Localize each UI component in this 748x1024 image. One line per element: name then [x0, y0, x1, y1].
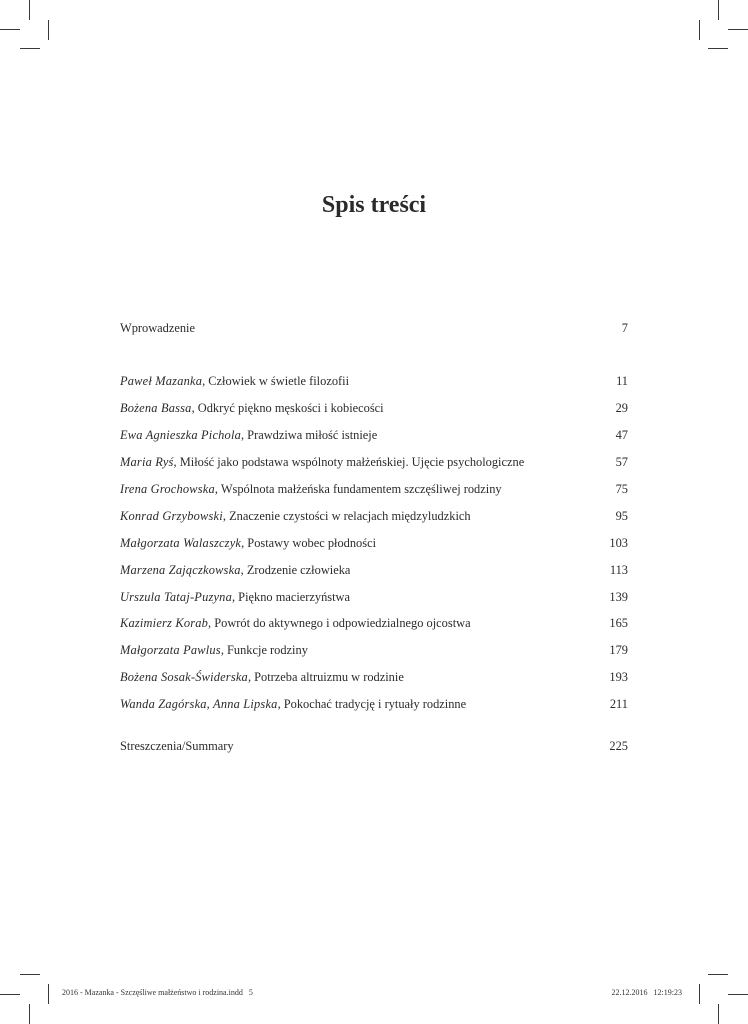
toc-entry-author: Małgorzata Walaszczyk	[120, 536, 242, 550]
toc-entry-page: 179	[609, 643, 628, 657]
toc-entry	[120, 508, 628, 524]
print-slug-filename: 2016 - Mazanka - Szczęśliwe małżeństwo i rodzina.indd 5	[62, 988, 253, 997]
toc-entry-page: 29	[615, 401, 628, 415]
toc-entry	[120, 615, 628, 631]
toc-entry	[120, 642, 628, 658]
toc-entry-title: Wanda Zagórska, Anna Lipska, Pokochać tradycję i rytuały rodzinne	[120, 697, 467, 711]
toc-entry-page: 95	[615, 509, 628, 523]
crop-mark	[20, 974, 40, 975]
crop-mark	[699, 984, 700, 1004]
toc-entry-page: 47	[615, 428, 628, 442]
toc-entry-page: 139	[609, 590, 628, 604]
crop-mark	[728, 994, 748, 995]
crop-mark	[718, 0, 719, 20]
toc-entry-author: Irena Grochowska	[120, 482, 215, 496]
crop-mark	[29, 1004, 30, 1024]
toc-entry-page: 7	[621, 321, 628, 335]
toc-entry-author: Wanda Zagórska, Anna Lipska	[120, 697, 278, 711]
crop-mark	[48, 984, 49, 1004]
toc-entry-page: 113	[609, 563, 628, 577]
toc-entry	[120, 427, 628, 443]
toc-entry-page: 211	[609, 697, 628, 711]
toc-entry-page: 165	[609, 616, 628, 630]
toc-entry-author: Bożena Bassa	[120, 401, 192, 415]
page-title: Spis treści	[321, 192, 427, 218]
toc-entry	[120, 696, 628, 712]
toc-entry-title: Urszula Tataj-Puzyna, Piękno macierzyństwa	[120, 590, 351, 604]
toc-entry-page: 57	[615, 455, 628, 469]
toc-entry	[120, 669, 628, 685]
toc-entry-author: Kazimierz Korab	[120, 616, 209, 630]
toc-entry-author: Konrad Grzybowski	[120, 509, 223, 523]
toc-entry-author: Małgorzata Pawlus	[120, 643, 221, 657]
crop-mark	[0, 29, 20, 30]
toc-entry-title: Wprowadzenie	[120, 321, 195, 335]
crop-mark	[48, 20, 49, 40]
crop-mark	[29, 0, 30, 20]
toc-entry-author: Paweł Mazanka	[120, 374, 203, 388]
toc-entry-title: Bożena Sosak-Świderska, Potrzeba altruizmu w rodzinie	[120, 670, 404, 684]
toc-entry-title: Konrad Grzybowski, Znaczenie czystości w relacjach międzyludzkich	[120, 509, 471, 523]
toc-entry-title: Bożena Bassa, Odkryć piękno męskości i kobiecości	[120, 401, 384, 415]
toc-entry-page: 75	[615, 482, 628, 496]
crop-mark	[699, 20, 700, 40]
crop-mark	[728, 29, 748, 30]
toc-entry	[120, 373, 628, 389]
toc-entry	[120, 535, 628, 551]
toc-entry	[120, 320, 628, 336]
toc-entry	[120, 738, 628, 754]
toc-entry	[120, 454, 628, 470]
crop-mark	[708, 48, 728, 49]
toc-entry-title: Ewa Agnieszka Pichola, Prawdziwa miłość istnieje	[120, 428, 378, 442]
toc-entry	[120, 400, 628, 416]
toc-entry	[120, 589, 628, 605]
toc-entry-author: Maria Ryś	[120, 455, 174, 469]
toc-entry-author: Ewa Agnieszka Pichola	[120, 428, 241, 442]
toc-entry-page: 193	[609, 670, 628, 684]
toc-entry-author: Marzena Zajączkowska	[120, 563, 241, 577]
toc-entry-page: 103	[609, 536, 628, 550]
toc-entry-title: Małgorzata Walaszczyk, Postawy wobec płodności	[120, 536, 377, 550]
crop-mark	[20, 48, 40, 49]
toc-entry-title: Kazimierz Korab, Powrót do aktywnego i odpowiedzialnego ojcostwa	[120, 616, 471, 630]
toc-entry	[120, 481, 628, 497]
toc-entry	[120, 562, 628, 578]
toc-entry-title: Małgorzata Pawlus, Funkcje rodziny	[120, 643, 308, 657]
toc-entry-title: Irena Grochowska, Wspólnota małżeńska fundamentem szczęśliwej rodziny	[120, 482, 502, 496]
crop-mark	[0, 994, 20, 995]
toc-entry-author: Bożena Sosak-Świderska	[120, 670, 248, 684]
crop-mark	[708, 974, 728, 975]
toc-entry-author: Urszula Tataj-Puzyna	[120, 590, 232, 604]
toc-entry-title: Maria Ryś, Miłość jako podstawa wspólnoty małżeńskiej. Ujęcie psychologiczne	[120, 455, 525, 469]
toc-entry-title: Marzena Zajączkowska, Zrodzenie człowieka	[120, 563, 351, 577]
toc-entry-title: Streszczenia/Summary	[120, 739, 234, 753]
crop-mark	[718, 1004, 719, 1024]
toc-entry-page: 225	[609, 739, 628, 753]
toc-entry-page: 11	[616, 374, 628, 388]
toc-entry-title: Paweł Mazanka, Człowiek w świetle filozofii	[120, 374, 350, 388]
print-slug-timestamp: 22.12.2016 12:19:23	[611, 988, 682, 997]
